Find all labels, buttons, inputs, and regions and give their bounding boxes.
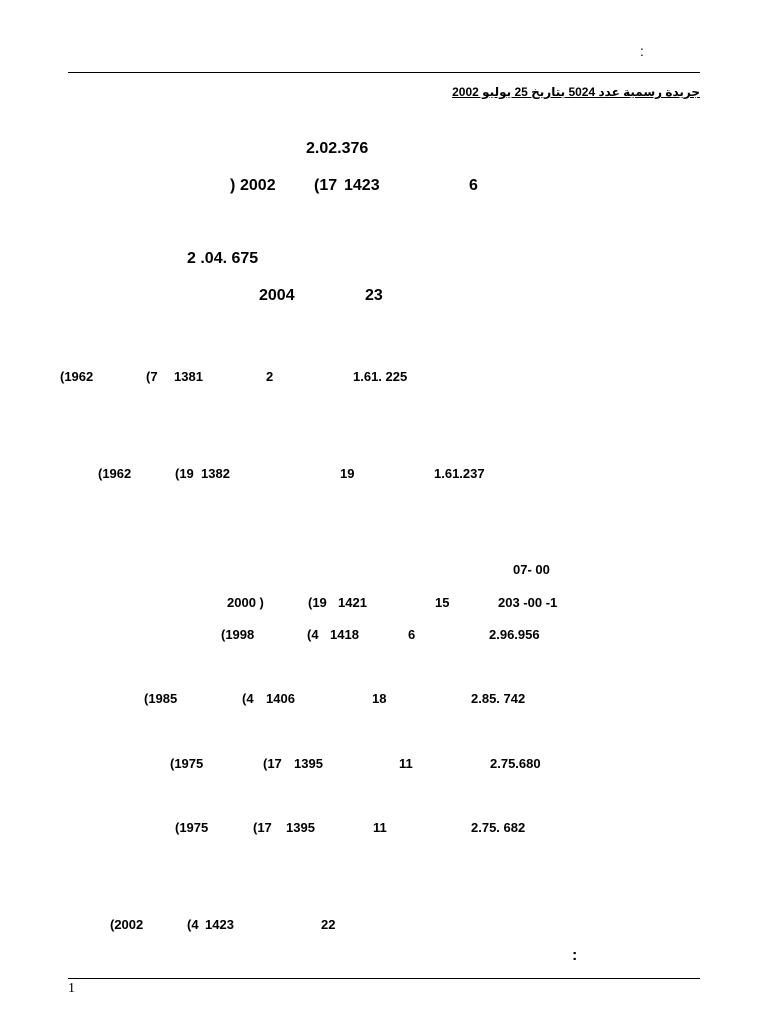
ref-day: 15 xyxy=(435,595,450,610)
decree-paren: ) xyxy=(230,177,236,194)
closing-colon: : xyxy=(572,947,578,964)
decree-ref-number: 2.96.956 xyxy=(489,627,540,642)
footer-rule xyxy=(68,978,700,979)
ref-greg-year: 2000 ) xyxy=(227,595,264,610)
decree-ref-number: 2.75. 682 xyxy=(471,820,526,835)
ref-greg-year: (1985 xyxy=(144,691,178,706)
ref-greg-year: (1975 xyxy=(170,756,204,771)
ref-day: 11 xyxy=(373,820,387,835)
ref-greg-year: (1962 xyxy=(60,369,94,384)
ref-greg-day: (17 xyxy=(263,756,282,771)
decree-day: 6 xyxy=(469,177,478,194)
ref-greg-day: (4 xyxy=(307,627,319,642)
decree-number: 2 .04. 675 xyxy=(187,250,259,267)
ref-greg-year: (2002 xyxy=(110,917,144,932)
ref-greg-day: (19 xyxy=(175,466,194,481)
dahir-number: 1.61. 225 xyxy=(353,369,408,384)
ref-hijri-year: 1395 xyxy=(294,756,323,771)
ref-hijri-year: 1406 xyxy=(266,691,295,706)
header-colon: : xyxy=(640,43,644,59)
ref-greg-day: (17 xyxy=(253,820,272,835)
ref-day: 2 xyxy=(266,369,274,384)
dahir-number: 203 -00 -1 xyxy=(498,595,558,610)
decree-day: 23 xyxy=(365,287,383,304)
ref-day: 6 xyxy=(408,627,416,642)
ref-greg-year: (1962 xyxy=(98,466,132,481)
ref-greg-day: (4 xyxy=(187,917,199,932)
ref-day: 22 xyxy=(321,917,336,932)
decree-greg-year: 2002 xyxy=(240,177,276,194)
decree-hijri-year: 1423 xyxy=(344,177,380,194)
ref-hijri-year: 1423 xyxy=(205,917,234,932)
ref-hijri-year: 1395 xyxy=(286,820,315,835)
ref-hijri-year: 1418 xyxy=(330,627,359,642)
ref-day: 18 xyxy=(372,691,387,706)
decree-year: 2004 xyxy=(259,287,295,304)
ref-hijri-year: 1382 xyxy=(201,466,230,481)
law-number: 07- 00 xyxy=(513,562,550,577)
decree-number: 2.02.376 xyxy=(306,140,369,157)
gazette-reference: جريدة رسمية عدد 5024 بتاريخ 25 يوليو 2002 xyxy=(452,85,700,99)
ref-greg-day: (4 xyxy=(242,691,254,706)
ref-greg-day: (19 xyxy=(308,595,327,610)
ref-day: 11 xyxy=(399,756,413,771)
decree-ref-number: 2.85. 742 xyxy=(471,691,526,706)
ref-greg-year: (1998 xyxy=(221,627,255,642)
decree-ref-number: 2.75.680 xyxy=(490,756,541,771)
dahir-number: 1.61.237 xyxy=(434,466,485,481)
header-rule xyxy=(68,72,700,73)
decree-greg-day: (17 xyxy=(314,177,338,194)
ref-hijri-year: 1421 xyxy=(338,595,367,610)
ref-hijri-year: 1381 xyxy=(174,369,203,384)
page-number: 1 xyxy=(68,981,75,996)
ref-greg-day: (7 xyxy=(146,369,158,384)
ref-day: 19 xyxy=(340,466,355,481)
ref-greg-year: (1975 xyxy=(175,820,209,835)
